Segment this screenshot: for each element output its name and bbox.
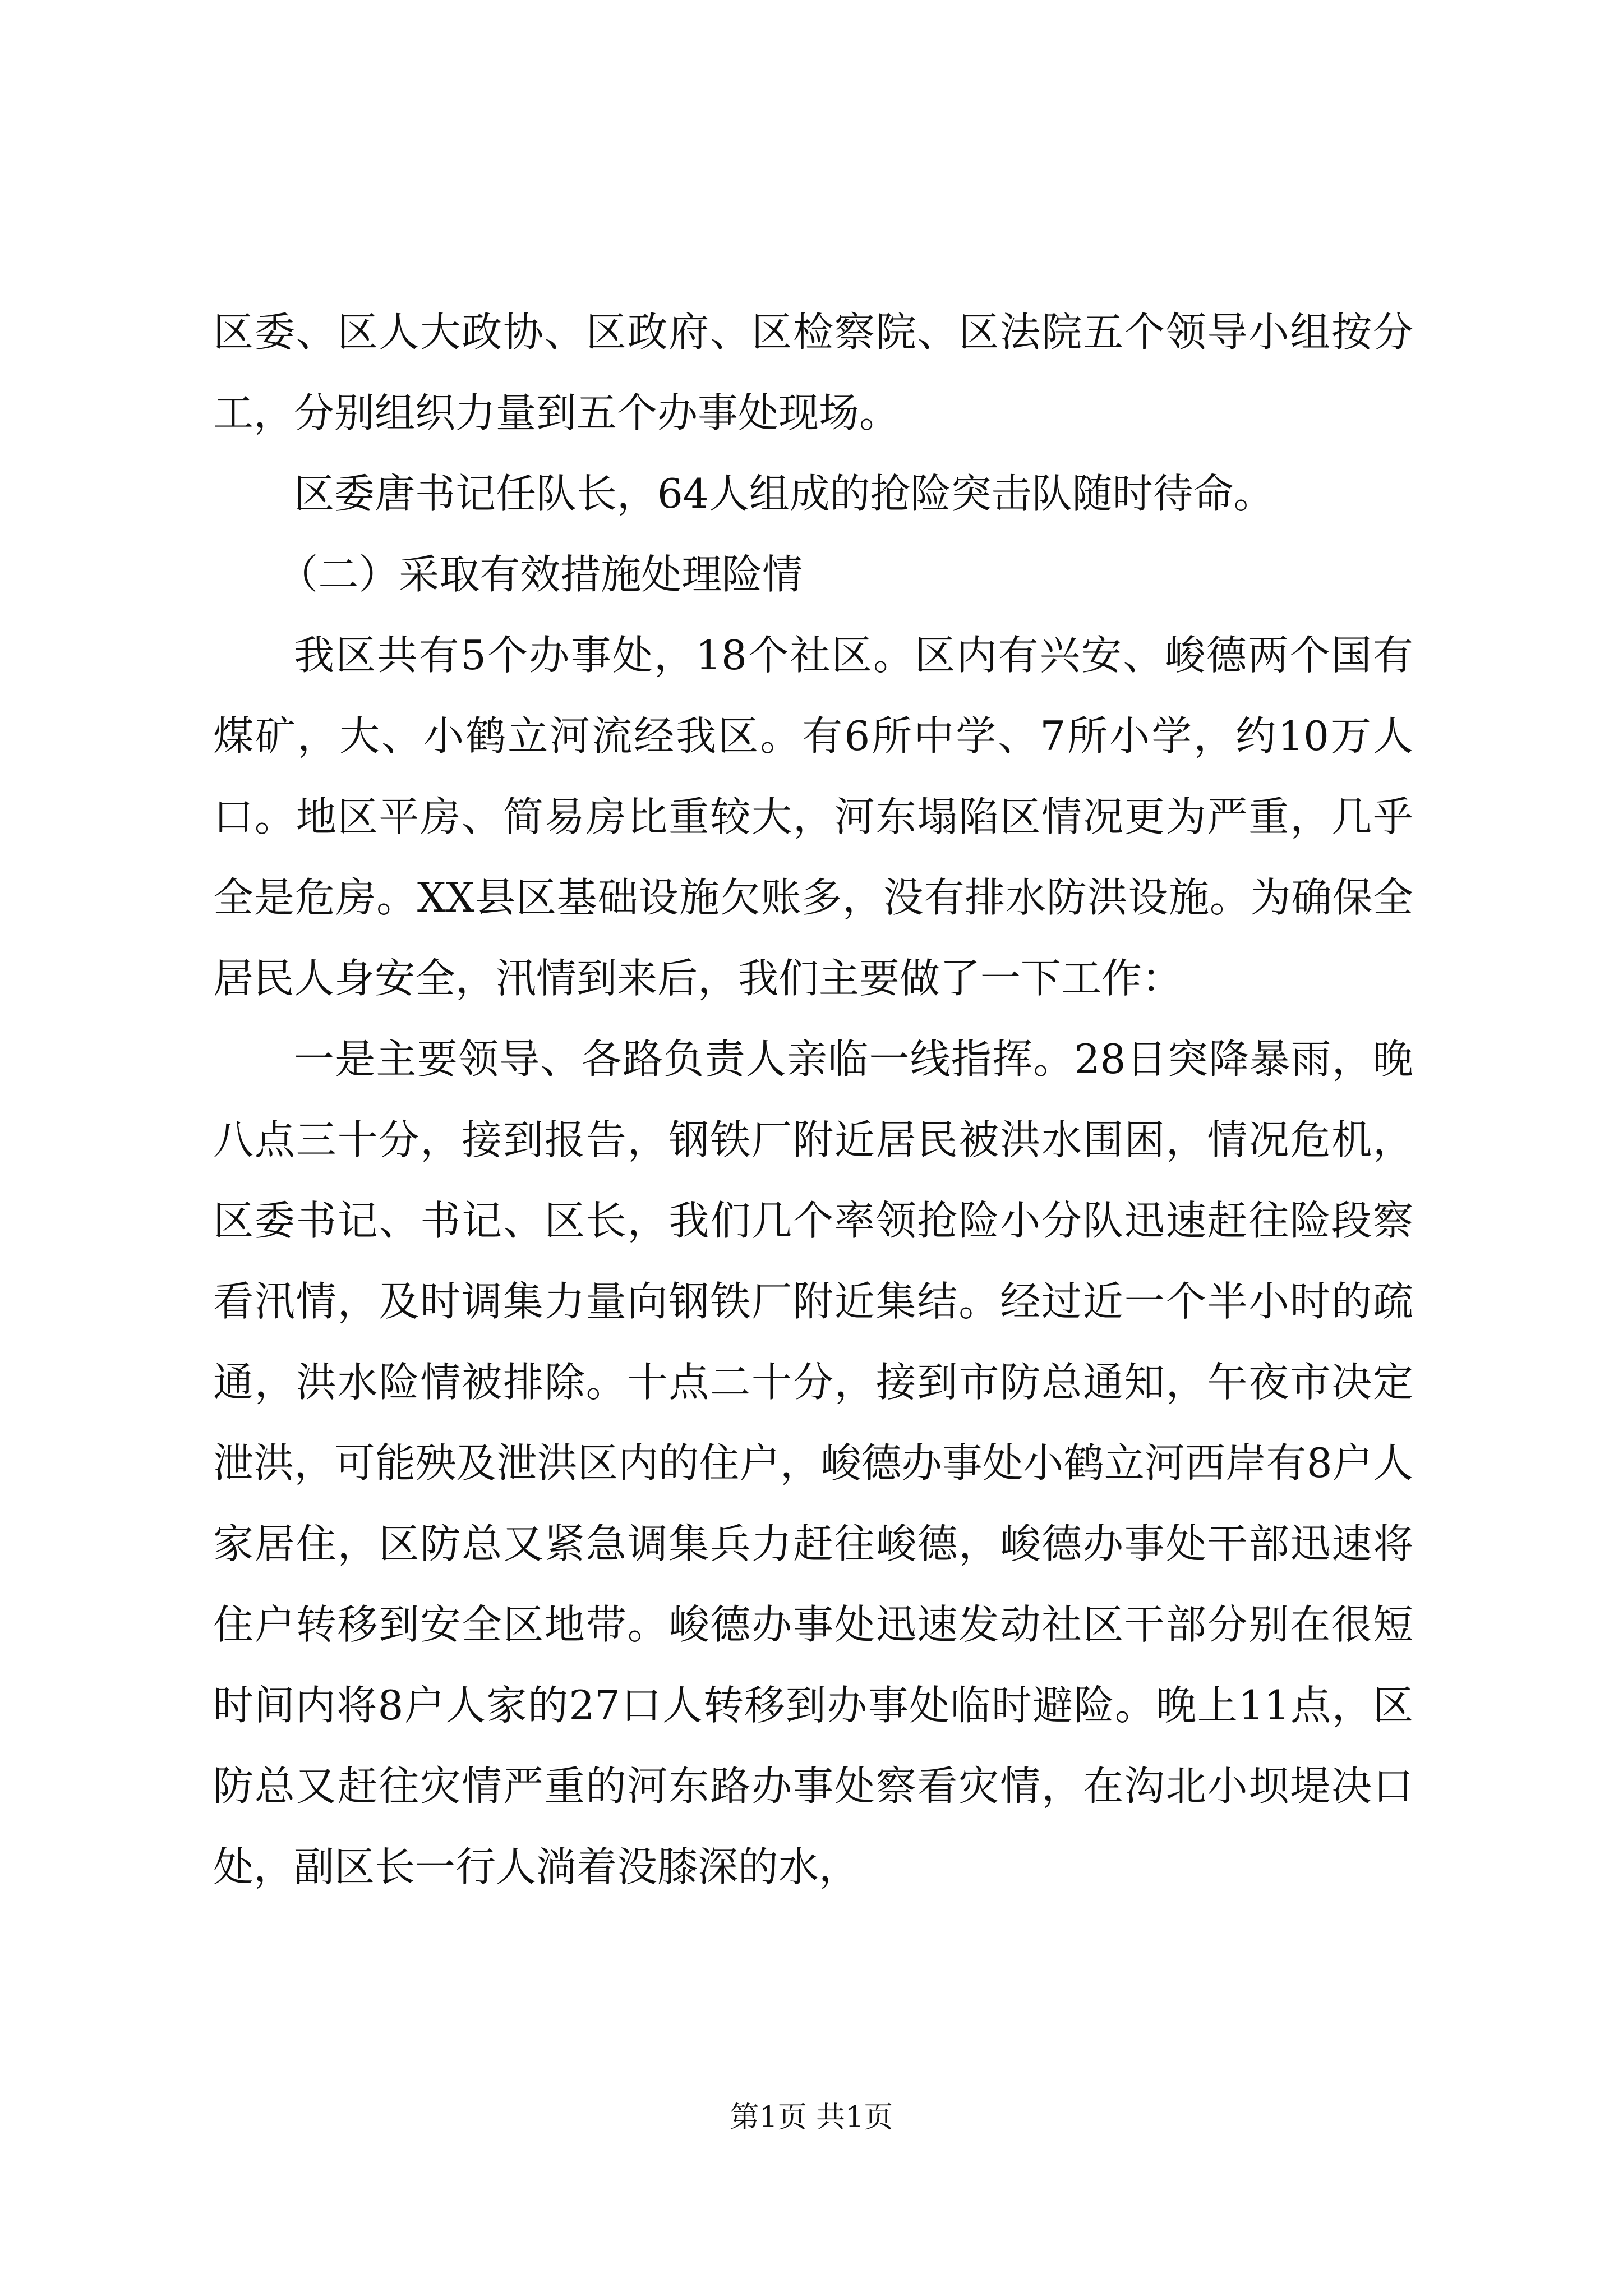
page-footer: 第1页 共1页	[730, 2101, 893, 2134]
document-body	[213, 292, 1413, 1907]
paragraph-1: 区委、区人大政协、区政府、区检察院、区法院五个领导小组按分工，分别组织力量到五个办事处现场。	[213, 309, 1413, 436]
paragraph-4: 一是主要领导、各路负责人亲临一线指挥。28日突降暴雨，晚八点三十分，接到报告，钢铁厂附近居民被洪水围困，情况危机，区委书记、书记、区长，我们几个率领抢险小分队迅速赶往险段察看汛情，及时调集力量向钢铁厂附近集结。经过近一个半小时的疏通，洪水险情被排除。十点二十分，接到市防总通知，午夜市决定泄洪，可能殃及泄洪区内的住户，峻德办事处小鹤立河西岸有8户人家居住，区防总又紧急调集兵力赶往峻德，峻德办事处干部迅速将住户转移到安全区地带。峻德办事处迅速发动社区干部分别在很短时间内将8户人家的27口人转移到办事处临时避险。晚上11点，区防总又赶往灾情严重的河东路办事处察看灾情，在沟北小坝堤决口处，副区长一行人淌着没膝深的水，	[213, 1036, 1413, 1890]
paragraph-2: 区委唐书记任队长，64人组成的抢险突击队随时待命。	[294, 470, 1274, 517]
paragraph-3: 我区共有5个办事处，18个社区。区内有兴安、峻德两个国有煤矿，大、小鹤立河流经我区。有6所中学、7所小学，约10万人口。地区平房、简易房比重较大，河东塌陷区情况更为严重，几乎全是危房。XX县区基础设施欠账多，没有排水防洪设施。为确保全居民人身安全，汛情到来后，我们主要做了一下工作：	[213, 632, 1413, 1002]
section-heading: （二）采取有效措施处理险情	[278, 551, 803, 598]
